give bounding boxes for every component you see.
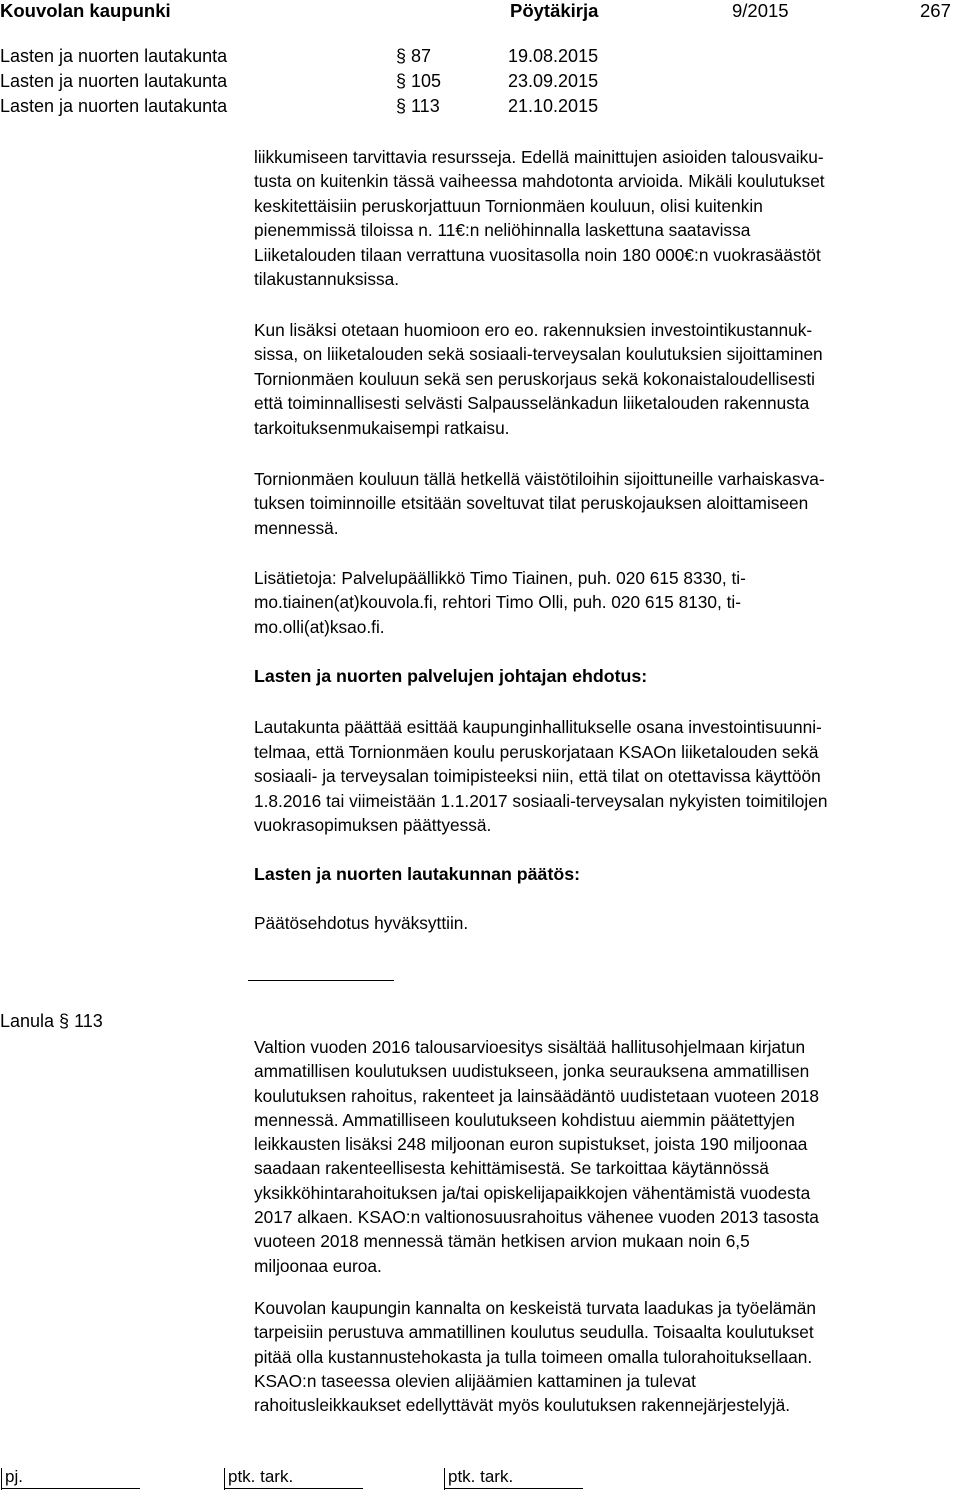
body-paragraph	[254, 911, 960, 935]
footer-chair-field: pj.	[5, 1467, 23, 1486]
body-paragraph	[254, 145, 960, 291]
document-type: Pöytäkirja	[510, 0, 599, 21]
page-number: 267	[920, 0, 951, 21]
footer-divider	[224, 1468, 225, 1490]
reference-date: 19.08.2015	[508, 46, 599, 66]
paragraph-contact-info: Lisätietoja: Palvelupäällikkö Timo Tiainen, puh. 020 615 8330, ti- mo.tiainen(at)kouvola.fi, rehtori Timo Olli, puh. 020 615 8130, ti- mo.olli(at)ksao.fi.	[254, 568, 746, 637]
reference-date: 21.10.2015	[508, 96, 599, 116]
body-paragraph	[254, 1035, 960, 1278]
proposal-heading: Lasten ja nuorten palvelujen johtajan ehdotus:	[254, 666, 648, 686]
paragraph-early-education: Tornionmäen kouluun tällä hetkellä väistötiloihin sijoittuneille varhaiskasva- tuksen toiminnoille etsitään soveltuvat tilat peruskojauksen aloittamiseen mennessä.	[254, 469, 825, 538]
decision-heading-wrap	[254, 862, 960, 886]
reference-body: Lasten ja nuorten lautakunta	[0, 96, 228, 116]
reference-date: 23.09.2015	[508, 71, 599, 91]
reference-body: Lasten ja nuorten lautakunta	[0, 71, 228, 91]
footer-examiner-field-2: ptk. tark.	[448, 1467, 514, 1486]
reference-section: § 105	[396, 71, 442, 91]
side-section-label: Lanula § 113	[0, 1011, 103, 1031]
body-paragraph	[254, 1296, 960, 1417]
body-paragraph	[254, 566, 960, 639]
decision-heading: Lasten ja nuorten lautakunnan päätös:	[254, 864, 581, 884]
reference-body: Lasten ja nuorten lautakunta	[0, 46, 228, 66]
body-paragraph	[254, 318, 960, 440]
body-paragraph	[254, 467, 960, 540]
body-paragraph	[254, 715, 960, 838]
issue-number: 9/2015	[732, 0, 789, 21]
paragraph-cost-estimate: liikkumiseen tarvittavia resursseja. Edellä mainittujen asioiden talousvaiku- tusta on kuitenkin tässä vaiheessa mahdotonta arvioida. Mikäli koulutukset keskitettäisiin peruskorjattuun Tornionmäen kouluun, olisi kuitenkin pienemmissä tiloissa n. 11€:n neliöhinnalla laskettuna saatavissa Liiketalouden tilaan verrattuna vuositasolla noin 180 000€:n vuokrasäästöt tilakustannuksissa.	[254, 147, 825, 290]
footer-examiner-line	[225, 1488, 363, 1489]
footer-examiner-line-2	[445, 1488, 583, 1489]
footer-chair-line	[2, 1488, 140, 1489]
paragraph-investment-costs: Kun lisäksi otetaan huomioon ero eo. rakennuksien investointikustannuk- sissa, on liiketalouden sekä sosiaali-terveysalan koulutuksien sijoittaminen Tornionmäen kouluun sekä sen peruskorjaus sekä kokonaistaloudellisesti että toiminnallisesti selvästi Salpausselänkadun liiketalouden rakennusta tarkoituksenmukaisempi ratkaisu.	[254, 320, 823, 438]
paragraph-decision: Päätösehdotus hyväksyttiin.	[254, 913, 469, 933]
proposal-heading-wrap	[254, 664, 960, 688]
reference-section: § 113	[396, 96, 440, 116]
reference-section: § 87	[396, 46, 432, 66]
organization-name: Kouvolan kaupunki	[0, 0, 171, 21]
paragraph-state-budget: Valtion vuoden 2016 talousarvioesitys sisältää hallitusohjelmaan kirjatun ammatillisen koulutuksen uudistukseen, jonka seurauksena ammatillisen koulutuksen rahoitus, rakenteet ja lainsäädäntö uudistetaan vuoteen 2018 mennessä. Ammatilliseen koulutukseen kohdistuu aiemmin päätettyjen leikkausten lisäksi 248 miljoonan euron supistukset, joista 190 miljoonaa saadaan rakenteellisesta kehittämisestä. Se tarkoittaa käytännössä yksikköhintarahoituksen ja/tai opiskelijapaikkojen vähentämistä vuodesta 2017 alkaen. KSAO:n valtionosuusrahoitus vähenee vuoden 2013 tasosta vuoteen 2018 mennessä tämän hetkisen arvion mukaan noin 6,5 miljoonaa euroa.	[254, 1037, 819, 1276]
paragraph-proposal: Lautakunta päättää esittää kaupunginhallitukselle osana investointisuunni- telmaa, että Tornionmäen koulu peruskorjataan KSAOn liiketalouden sekä sosiaali- ja terveysalan toimipisteeksi niin, että tilat on otettavissa käyttöön 1.8.2016 tai viimeistään 1.1.2017 sosiaali-terveysalan nykyisten toimitilojen vuokrasopimuksen päättyessä.	[254, 717, 828, 836]
footer-divider	[1, 1468, 2, 1490]
section-separator	[248, 980, 394, 981]
footer-divider	[444, 1468, 445, 1490]
paragraph-vocational-training: Kouvolan kaupungin kannalta on keskeistä turvata laadukas ja työelämän tarpeisiin perustuva ammatillinen koulutus seudulla. Toisaalta koulutukset pitää olla kustannustehokasta ja tulla toimeen omalla tulorahoituksellaan. KSAO:n taseessa olevien alijäämien kattaminen ja tulevat rahoitusleikkaukset edellyttävät myös koulutuksen rakennejärjestelyjä.	[254, 1298, 817, 1416]
footer-examiner-field: ptk. tark.	[228, 1467, 294, 1486]
